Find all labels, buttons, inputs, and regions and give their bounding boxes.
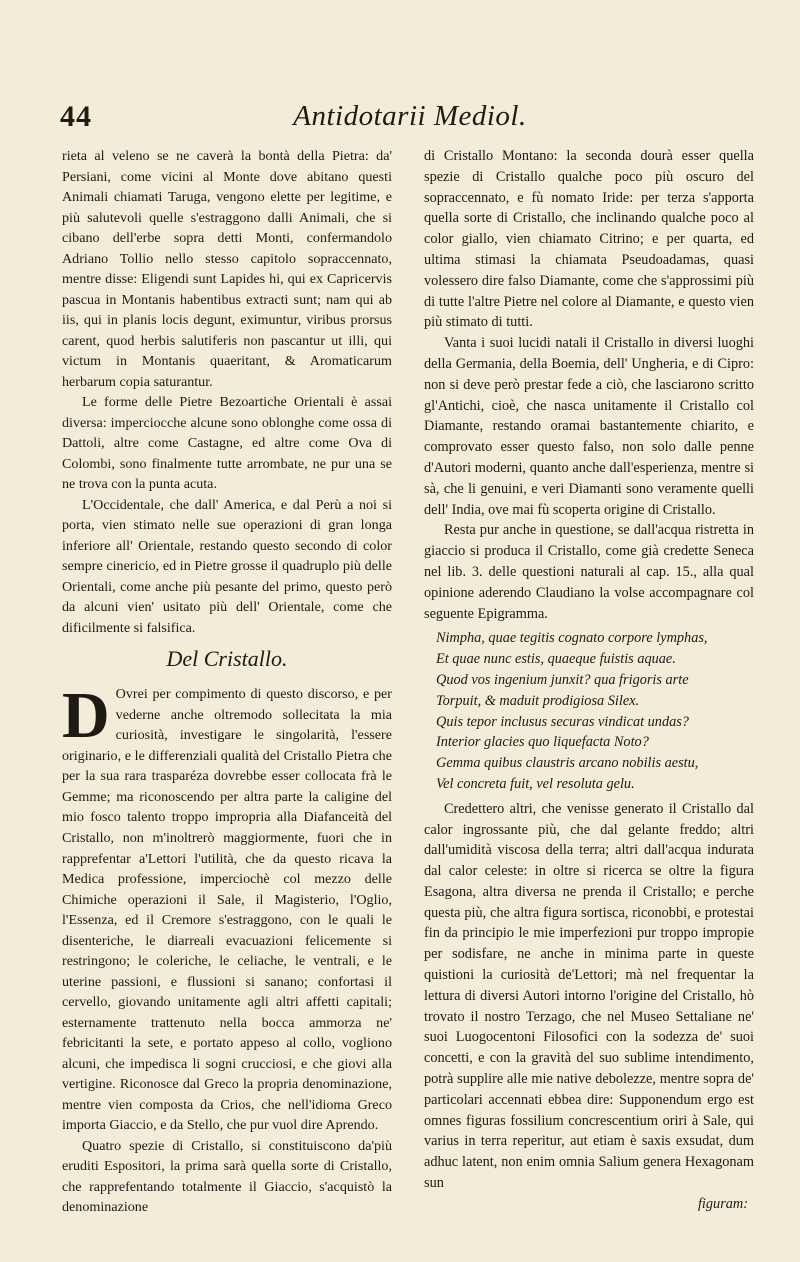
right-paragraph-3: Resta pur anche in questione, se dall'acqua ristretta in giaccio si produca il Cristallo, come già credette Seneca nel lib. 3. delle questioni naturali al cap. 15., alla qual opinione aderendo Claudiano la volse accompagnare col seguente Epigramma.	[424, 522, 754, 622]
left-paragraph-4-text: Ovrei per compimento di questo discorso, e per vederne anche oltremodo sollecitata la mia curiosità, investigare le singolarità, l'essere originario, e le differenziali qualità del Cristallo Pietra che per la sua rara trasparéza dovrebbe esser collocata frà le Gemme; ma riconoscendo per altra parte la caligine del mio fosco talento troppo impropria alla Diafanceità del Cristallo, non m'inoltrerò maggiormente, fuori che in rapprefentar a'Lettori l'utilità, che da questo ricava la Medica professione, imperciochè col mezzo delle Chimiche operazioni il Sale, il Magisterio, l'Oglio, l'Essenza, ed il Cremore s'estraggono, con le quali le disenteriche, le diarreali evacuazioni felicemente si restringono; le coleriche, le celiache, le ventrali, e le uterine passioni, e flussioni si sanano; confortasi il cervello, giovando unitamente agli altri affetti capitali; esternamente trattenuto nella bocca ammorza ne' febricitanti la sete, e portato appeso al collo, vogliono alcuni, che impedisca li sogni crucciosi, e che giovi alla vertigine. Riconosce dal Greco la propria denominazione, mentre vien composta da Crios, che nell'idioma Greco importa Giaccio, e da Stello, che pur vuol dire Aprendo.	[62, 686, 392, 1134]
epigram-line: Quod vos ingenium junxit? qua frigoris arte	[436, 671, 689, 688]
left-column	[62, 146, 392, 1218]
drop-cap: D	[62, 679, 110, 753]
right-paragraph-4: Credettero altri, che venisse generato il Cristallo dal calor ingrossante più, che dal gelante freddo; altri dall'umidità viscosa della terra; altri dall'acqua indurata dal calor celeste: in oltre si ricerca se oltre la figura Esagona, altra diversa ne prenda il Cristallo; e perche questa più, che altra figura sortisca, riconobbi, e protestai fin da principio le mie imperfezioni pur troppo impropie per sodisfare, ne anche in minima parte in queste quistioni la curiosità de'Lettori; mà nel frequentar la lettura di diversi Autori intorno l'origine del Cristallo, hò trovato il nostro Terzago, che nel Museo Settaliane ne' suoi Luogocentoni Filosofici con la sodezza de' suoi concetti, e con la gravità del suo sublime intendimento, potrà supplire alle mie native debolezze, mentre sopra de' particolari accennati ebbea dire: Supponendum ergo est omnes figuras fossilium concrescentium oriri à Sale, qui varius in terra reperitur, aut etiam è saxis exsudat, dum adhuc latent, non enim omnia Salium genera Hexagonam sun	[424, 800, 754, 1192]
right-column	[424, 146, 754, 1215]
epigram-line: Quis tepor inclusus securas vindicat undas?	[436, 713, 689, 730]
left-paragraph-4	[62, 679, 392, 1135]
left-paragraph-2: Le forme delle Pietre Bezoartiche Orientali è assai diversa: imperciocche alcune sono oblonghe come ossa di Dattoli, altre come Castagne, ed altre come Ova di Colombi, sono finalmente tutte arrombate, ne pur una se ne trova con la punta acuta.	[62, 394, 392, 493]
epigram-line: Interior glacies quo liquefacta Noto?	[436, 734, 649, 751]
right-paragraph-1: di Cristallo Montano: la seconda dourà esser quella spezie di Cristallo qualche poco più oscuro del sopraccennato, e fù nomato Iride: per terza s'apporta quella sorte di Cristallo, che inclinando qualche poco al color giallo, vien chiamato Citrino; e per quarta, ed ultima stimasi la chiamata Pseudoadamas, quasi volessero dire falso Diamante, come che s'approssimi più di tutte l'altre Pietre nel colore al Diamante, e questo vien più stimato di tutti.	[424, 148, 754, 331]
epigram	[436, 628, 754, 794]
running-head: Antidotarii Mediol.	[293, 100, 527, 132]
epigram-line: Gemma quibus claustris arcano nobilis aestu,	[436, 755, 699, 772]
epigram-line: Torpuit, & maduit prodigiosa Silex.	[436, 692, 640, 709]
page-header	[60, 100, 760, 140]
right-paragraph-2: Vanta i suoi lucidi natali il Cristallo in diversi luoghi della Germania, della Boemia, dell' Ungheria, e di Cipro: non si deve però prestar fede a ciò, che lasciarono scritto gl'Antichi, cioè, che nasca unitamente il Cristallo col Diamante, restando oramai bastantemente chiarito, e comprovato esser questo falso, non solo dalle penne d'Autori moderni, quanto anche dall'esperienza, mentre si sà, che li genuini, e veri Diamanti sono veramente quelli dell' India, ove mai fù scoperta origine di Cristallo.	[424, 335, 754, 518]
section-title: Del Cristallo.	[166, 646, 288, 672]
left-paragraph-3: L'Occidentale, che dall' America, e dal Perù a noi si porta, vien stimato nelle sue operazioni di gran longa inferiore all' Orientale, restando questo secondo di color sempre cinericio, ed in Pietre grosse il quadruplo più delle Orientali, come anche più pesante del primo, questo però da alcuni vien' usitato più dell' Orientale, come che dificilmente si falsifica.	[62, 496, 392, 636]
epigram-line: Vel concreta fuit, vel resoluta gelu.	[436, 775, 635, 792]
catchword: figuram:	[697, 1195, 748, 1212]
left-paragraph-1: rieta al veleno se ne caverà la bontà della Pietra: da' Persiani, come vicini al Monte dove abitano questi Animali chiamati Taruga, vengono elette per legitime, e più salutevoli quelle s'estraggono dalli Animali, che si cibano dell'erbe sopra detti Monti, confermandolo Adriano Tollio nello stesso capitolo sopraccennato, mentre disse: Eligendi sunt Lapides hi, qui ex Capricervis pascua in Montanis habentibus extracti sunt; nam qui ab iis, qui in planis locis degunt, eximuntur, viribus prorsus carent, quod herbis salutiferis non pascantur ut illi, qui victum in Montanis quaeritant, & Aromaticarum herbarum copia saturantur.	[62, 148, 392, 390]
epigram-line: Et quae nunc estis, quaeque fuistis aquae.	[436, 651, 676, 668]
left-paragraph-5: Quatro spezie di Cristallo, si constituiscono da'più eruditi Espositori, la prima sarà quella sorte di Cristallo, che rapprefentando totalmente il Giaccio, s'acquistò la denominazione	[62, 1137, 392, 1216]
page-number: 44	[60, 100, 92, 133]
epigram-line: Nimpha, quae tegitis cognato corpore lymphas,	[436, 630, 708, 647]
